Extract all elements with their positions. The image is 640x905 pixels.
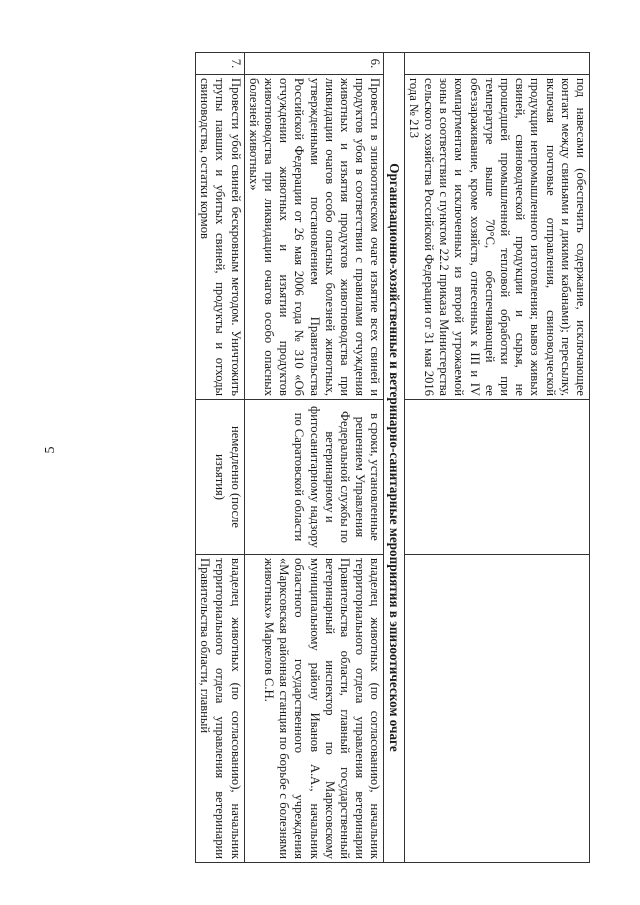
row-term: в сроки, установленные решением Управления Федеральной службы по ветеринарному и фитосанитарному надзору по Саратовской области [244,400,384,555]
cell-responsible-empty [404,555,589,863]
cell-action-continuation: под навесами (обеспечить содержание, исключающее контакт между свиньями и дикими кабанами); пересылку, включая почтовые отправления, свиноводческой продукции непромышленного изготовления; вывоз живых свиней, свиноводческой продукции и сырья, не прошедшей промышленной тепловой обработки при температуре выше 70°С, обеспечивающей ее обеззараживание, кроме хозяйств, отнесенных к III и IV компартментам и исключенных из второй угрожаемой зоны в соответствии с пунктом 22.2 приказа Министерства сельского хозяйства Российской Федерации от 31 мая 2016 года № 213 [404,75,589,400]
row-number: 6. [244,53,384,75]
table-row [195,53,244,863]
row-action: Провести убой свиней бескровным методом. Уничтожить трупы павших и убитых свиней, продукты и отходы свиноводства, остатки кормов [195,75,244,400]
row-action: Провести в эпизоотическом очаге изъятие всех свиней и продуктов убоя в соответствии с правилами отчуждения животных и изъятия продуктов животноводства при ликвидации очагов особо опасных болезней животных, утвержденными постановлением Правительства Российской Федерации от 26 мая 2006 года № 310 «Об отчуждении животных и изъятии продуктов животноводства при ликвидации очагов особо опасных болезней животных» [244,75,384,400]
table-row [244,53,384,863]
row-responsible: владелец животных (по согласованию), начальник территориального отдела управления ветеринарии Правительства области, главный государственный ветеринарный инспектор по Марксовскому муниципальному району Иванов А.А., начальник областного государственного учреждения «Марксовская районная станция по борьбе с болезнями животных» Маркелов С.Н. [244,555,384,863]
section-title: Организационно-хозяйственные и ветеринарно-санитарные мероприятия в эпизоотическом очаге [384,53,404,863]
cell-number-empty [404,53,589,75]
row-responsible: владелец животных (по согласованию), начальник территориального отдела управления ветеринарии Правительства области, главный [195,555,244,863]
row-term: немедленно (после изъятия) [195,400,244,555]
page-number: 5 [43,446,58,454]
cell-term-empty [404,400,589,555]
rotated-table-container [70,52,590,862]
table-row-continuation [404,53,589,863]
section-header-row [384,53,404,863]
measures-table [195,52,590,863]
row-number: 7. [195,53,244,75]
